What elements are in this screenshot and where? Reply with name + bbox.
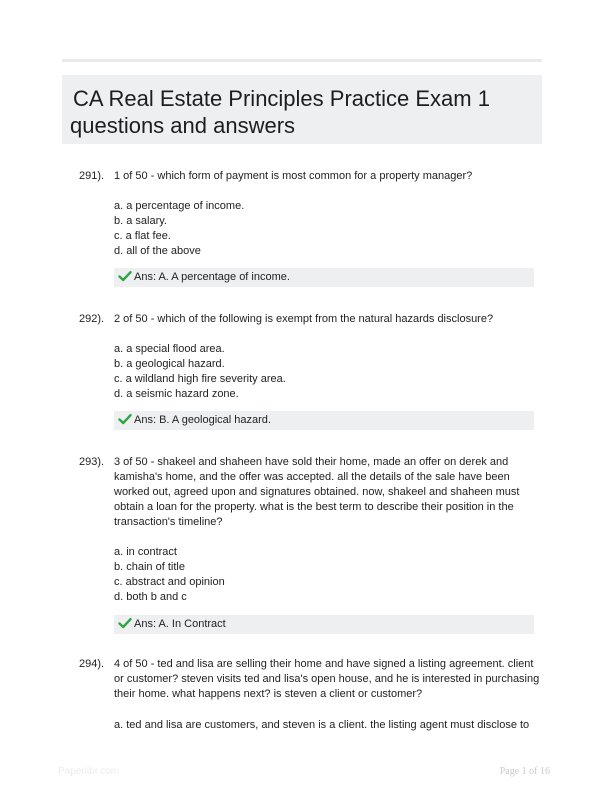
option-b: b. chain of title [114, 561, 185, 573]
option-d: d. all of the above [114, 245, 201, 257]
answer-box-291 [114, 268, 534, 287]
option-c: c. abstract and opinion [114, 576, 225, 588]
question-text: 4 of 50 - ted and lisa are selling their home and have signed a listing agreement. client or customer? steven visits ted and lisa's open house, and he is interested in purchasing their home. what happens next? is steven a client or customer? [114, 658, 540, 700]
option-c: c. a flat fee. [114, 230, 171, 242]
question-text: 2 of 50 - which of the following is exempt from the natural hazards disclosure? [114, 313, 494, 325]
question-text: 1 of 50 - which form of payment is most common for a property manager? [114, 170, 473, 182]
answer-text: Ans: A. In Contract [134, 618, 226, 630]
question-number: 294). [79, 658, 105, 670]
option-d: d. a seismic hazard zone. [114, 388, 239, 400]
question-number: 292). [79, 313, 105, 325]
answer-box-293 [114, 615, 534, 634]
check-icon [118, 616, 132, 630]
check-icon [118, 412, 132, 426]
options-294 [114, 718, 540, 733]
page-number: Page 1 of 16 [499, 766, 550, 777]
question-text: 3 of 50 - shakeel and shaheen have sold their home, made an offer on derek and kamisha's home, and the offer was accepted. all the details of the sale have been worked out, agreed upon and signatures obtained. now, shakeel and shaheen must obtain a loan for the property. what is the best term to describe their position in the transaction's timeline? [114, 456, 520, 528]
document-title-line1: CA Real Estate Principles Practice Exam 1 [73, 86, 490, 111]
question-number: 293). [79, 456, 105, 468]
footer-site: Paperlibr.com [58, 766, 120, 777]
question-number: 291). [79, 170, 105, 182]
options-292 [114, 342, 540, 402]
option-c: c. a wildland high fire severity area. [114, 373, 286, 385]
option-d: d. both b and c [114, 591, 187, 603]
answer-text: Ans: A. A percentage of income. [134, 271, 290, 283]
option-b: b. a salary. [114, 215, 167, 227]
options-293 [114, 545, 540, 605]
options-291 [114, 199, 540, 259]
answer-box-292 [114, 411, 534, 430]
option-a: a. a percentage of income. [114, 200, 245, 212]
option-b: b. a geological hazard. [114, 358, 225, 370]
option-a: a. ted and lisa are customers, and steven is a client. the listing agent must disclose to [114, 719, 530, 731]
option-a: a. in contract [114, 546, 177, 558]
check-icon [118, 269, 132, 283]
answer-text: Ans: B. A geological hazard. [134, 414, 271, 426]
top-divider [62, 59, 542, 62]
option-a: a. a special flood area. [114, 343, 225, 355]
document-title-box [62, 75, 542, 144]
document-title-line2: questions and answers [70, 113, 296, 138]
